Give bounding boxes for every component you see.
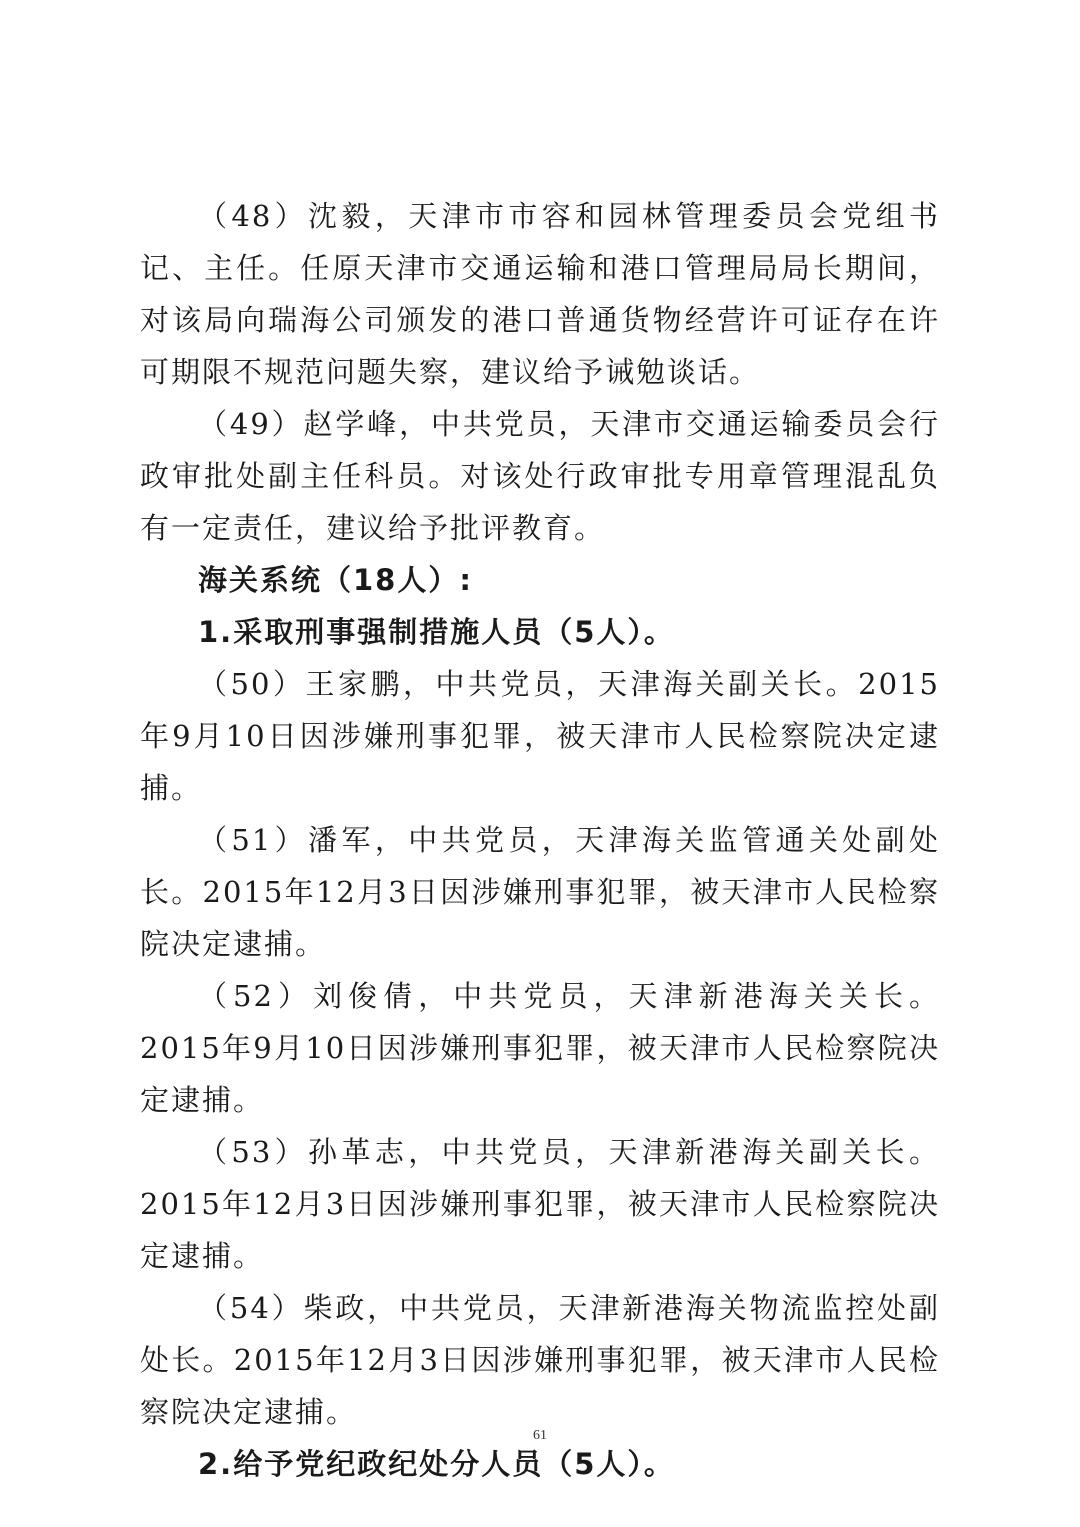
subheading-criminal-measures: 1.采取刑事强制措施人员（5人）。 (198, 615, 675, 649)
paragraph-52: （52）刘俊倩，中共党员，天津新港海关关长。2015年9月10日因涉嫌刑事犯罪，被天津市人民检察院决定逮捕。 (140, 979, 940, 1117)
section-heading-customs: 海关系统（18人）: (198, 563, 473, 597)
document-body (140, 190, 940, 1490)
paragraph-49: （49）赵学峰，中共党员，天津市交通运输委员会行政审批处副主任科员。对该处行政审批专用章管理混乱负有一定责任，建议给予批评教育。 (140, 407, 940, 545)
paragraph-48: （48）沈毅，天津市市容和园林管理委员会党组书记、主任。任原天津市交通运输和港口管理局局长期间，对该局向瑞海公司颁发的港口普通货物经营许可证存在许可期限不规范问题失察，建议给予诫勉谈话。 (140, 199, 940, 389)
paragraph-54: （54）柴政，中共党员，天津新港海关物流监控处副处长。2015年12月3日因涉嫌刑事犯罪，被天津市人民检察院决定逮捕。 (140, 1291, 940, 1429)
paragraph-51: （51）潘军，中共党员，天津海关监管通关处副处长。2015年12月3日因涉嫌刑事犯罪，被天津市人民检察院决定逮捕。 (140, 823, 940, 961)
subheading-disciplinary-actions: 2.给予党纪政纪处分人员（5人）。 (198, 1447, 675, 1481)
paragraph-53: （53）孙革志，中共党员，天津新港海关副关长。2015年12月3日因涉嫌刑事犯罪，被天津市人民检察院决定逮捕。 (140, 1135, 940, 1273)
paragraph-50: （50）王家鹏，中共党员，天津海关副关长。2015年9月10日因涉嫌刑事犯罪，被天津市人民检察院决定逮捕。 (140, 667, 940, 805)
page-number: 61 (533, 1428, 547, 1443)
